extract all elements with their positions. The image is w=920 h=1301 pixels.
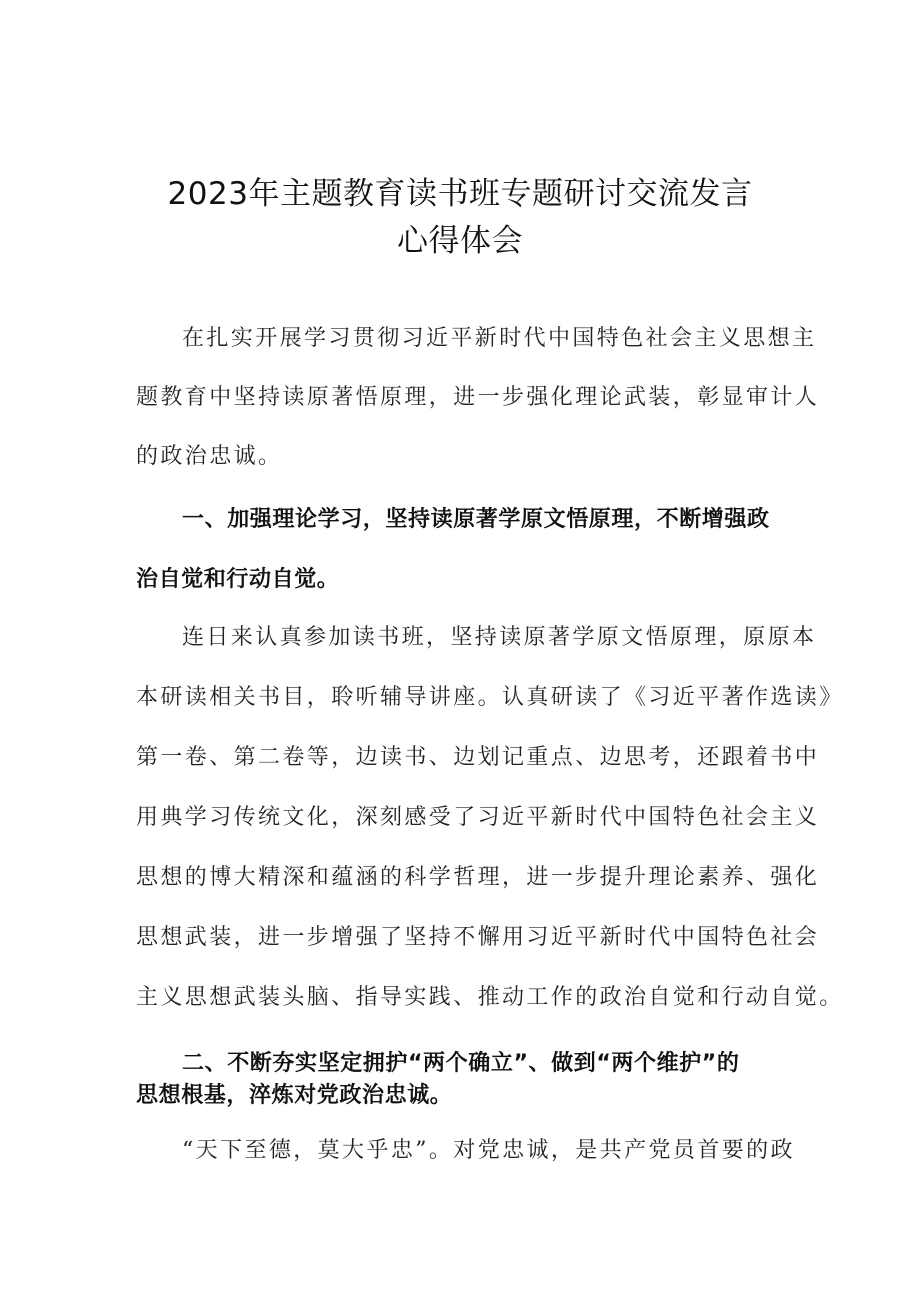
para1-line-6: 思想武装，进一步增强了坚持不懈用习近平新时代中国特色社会 xyxy=(136,925,820,950)
document-title-line-1: 2023年主题教育读书班专题研讨交流发言 xyxy=(167,176,753,212)
para1-line-5: 思想的博大精深和蕴涵的科学哲理，进一步提升理论素养、强化 xyxy=(136,865,820,890)
section-heading-2-line-1: 二、不断夯实坚定拥护“两个确立”、做到“两个维护”的 xyxy=(182,1051,740,1076)
section-heading-1-line-1: 一、加强理论学习，坚持读原著学原文悟原理，不断增强政 xyxy=(182,507,770,532)
para1-line-2: 本研读相关书目，聆听辅导讲座。认真研读了《习近平著作选读》 xyxy=(136,685,844,710)
para1-line-3: 第一卷、第二卷等，边读书、边划记重点、边思考，还跟着书中 xyxy=(136,745,820,770)
intro-line-3: 的政治忠诚。 xyxy=(136,444,283,469)
section-heading-2-line-2: 思想根基，淬炼对党政治忠诚。 xyxy=(136,1083,453,1108)
para2-line-1: “天下至德，莫大乎忠”。对党忠诚，是共产党员首要的政 xyxy=(182,1138,795,1163)
section-heading-1-line-2: 治自觉和行动自觉。 xyxy=(136,567,340,592)
intro-line-2: 题教育中坚持读原著悟原理，进一步强化理论武装，彰显审计人 xyxy=(136,385,820,410)
intro-line-1: 在扎实开展学习贯彻习近平新时代中国特色社会主义思想主 xyxy=(182,326,817,351)
para1-line-4: 用典学习传统文化，深刻感受了习近平新时代中国特色社会主义 xyxy=(136,805,820,830)
para1-line-7: 主义思想武装头脑、指导实践、推动工作的政治自觉和行动自觉。 xyxy=(136,985,844,1010)
document-title-line-2: 心得体会 xyxy=(397,223,523,259)
para1-line-1: 连日来认真参加读书班，坚持读原著学原文悟原理，原原本 xyxy=(182,625,817,650)
